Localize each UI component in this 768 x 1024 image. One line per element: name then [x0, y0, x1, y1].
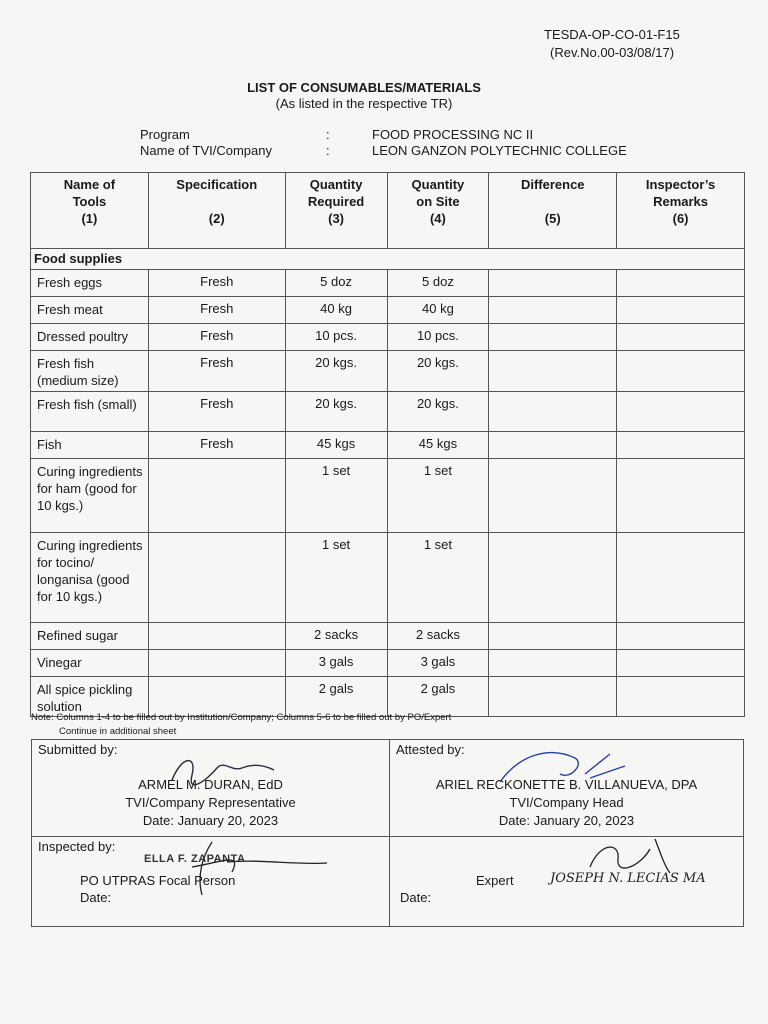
col-header-quantity-required: Quantity Required (3) — [285, 173, 387, 249]
tvi-value: LEON GANZON POLYTECHNIC COLLEGE — [372, 143, 627, 158]
document-subtitle: (As listed in the respective TR) — [275, 96, 453, 111]
item-name: Curing ingredients for ham (good for 10 kgs.) — [31, 459, 149, 533]
program-label: Program — [140, 127, 190, 142]
table-header-row — [31, 173, 745, 249]
signature-table — [31, 739, 744, 927]
program-row — [0, 127, 768, 144]
inspected-label: Inspected by: — [38, 839, 116, 854]
item-required: 1 set — [285, 459, 387, 533]
col-header-difference: Difference (5) — [489, 173, 617, 249]
item-difference — [489, 533, 617, 623]
item-difference — [489, 324, 617, 351]
form-code-number: TESDA-OP-CO-01-F15 — [544, 27, 680, 42]
attested-cell — [390, 740, 744, 837]
item-difference — [489, 351, 617, 392]
attested-role: TVI/Company Head — [509, 795, 624, 810]
program-colon: : — [326, 127, 330, 142]
item-name: Refined sugar — [31, 623, 149, 650]
item-name: Vinegar — [31, 650, 149, 677]
table-row — [31, 351, 745, 392]
item-name: Dressed poultry — [31, 324, 149, 351]
table-row — [31, 297, 745, 324]
item-difference — [489, 677, 617, 717]
item-onsite: 1 set — [387, 533, 489, 623]
item-spec — [148, 650, 285, 677]
col-header-name: Name of Tools (1) — [31, 173, 149, 249]
attested-name: ARIEL RECKONETTE B. VILLANUEVA, DPA — [435, 777, 698, 792]
item-remarks — [617, 351, 745, 392]
item-name: All spice pickling solution — [31, 677, 149, 717]
table-row — [31, 533, 745, 623]
item-remarks — [617, 623, 745, 650]
item-required: 2 sacks — [285, 623, 387, 650]
item-difference — [489, 650, 617, 677]
item-remarks — [617, 270, 745, 297]
item-required: 20 kgs. — [285, 351, 387, 392]
item-name: Fresh meat — [31, 297, 149, 324]
program-value: FOOD PROCESSING NC II — [372, 127, 534, 142]
inspector-signature — [172, 837, 332, 897]
table-row — [31, 623, 745, 650]
po-date: Date: — [80, 890, 112, 905]
item-difference — [489, 459, 617, 533]
item-onsite: 45 kgs — [387, 432, 489, 459]
item-name: Fresh fish (medium size) — [31, 351, 149, 392]
form-revision: (Rev.No.00-03/08/17) — [550, 45, 675, 60]
item-difference — [489, 432, 617, 459]
item-onsite: 20 kgs. — [387, 351, 489, 392]
item-spec — [148, 533, 285, 623]
submitted-date: Date: January 20, 2023 — [142, 813, 279, 828]
item-remarks — [617, 297, 745, 324]
item-onsite: 20 kgs. — [387, 392, 489, 432]
item-name: Fresh fish (small) — [31, 392, 149, 432]
expert-date: Date: — [400, 890, 432, 905]
table-row — [31, 459, 745, 533]
submitted-role: TVI/Company Representative — [125, 795, 296, 810]
item-remarks — [617, 432, 745, 459]
item-onsite: 3 gals — [387, 650, 489, 677]
item-difference — [489, 392, 617, 432]
item-difference — [489, 623, 617, 650]
note-line-1: Note: Columns 1-4 to be filled out by Institution/Company; Columns 5-6 to be filled out by PO/Expert — [31, 712, 452, 723]
consumables-table — [30, 172, 745, 717]
attested-date: Date: January 20, 2023 — [498, 813, 635, 828]
item-onsite: 10 pcs. — [387, 324, 489, 351]
submitted-label: Submitted by: — [38, 742, 118, 757]
item-onsite: 5 doz — [387, 270, 489, 297]
item-onsite: 1 set — [387, 459, 489, 533]
item-required: 20 kgs. — [285, 392, 387, 432]
form-code — [544, 26, 680, 62]
item-spec — [148, 459, 285, 533]
item-required: 10 pcs. — [285, 324, 387, 351]
item-spec: Fresh — [148, 351, 285, 392]
item-required: 1 set — [285, 533, 387, 623]
submitted-name: ARMEL M. DURAN, EdD — [138, 777, 283, 792]
item-onsite: 2 gals — [387, 677, 489, 717]
item-name: Fish — [31, 432, 149, 459]
item-spec: Fresh — [148, 432, 285, 459]
table-note — [31, 711, 451, 739]
category-label: Food supplies — [31, 249, 745, 270]
item-remarks — [617, 533, 745, 623]
item-onsite: 40 kg — [387, 297, 489, 324]
item-remarks — [617, 459, 745, 533]
item-difference — [489, 270, 617, 297]
table-row — [31, 324, 745, 351]
item-spec: Fresh — [148, 270, 285, 297]
table-row — [31, 270, 745, 297]
item-onsite: 2 sacks — [387, 623, 489, 650]
inspected-cell — [32, 837, 390, 927]
item-spec: Fresh — [148, 392, 285, 432]
item-remarks — [617, 677, 745, 717]
table-row — [31, 432, 745, 459]
item-name: Curing ingredients for tocino/ longanisa (good for 10 kgs.) — [31, 533, 149, 623]
item-required: 40 kg — [285, 297, 387, 324]
submitted-cell — [32, 740, 390, 837]
item-difference — [489, 297, 617, 324]
tvi-colon: : — [326, 143, 330, 158]
note-line-2: Continue in additional sheet — [59, 726, 177, 737]
tvi-row — [0, 143, 768, 160]
item-name: Fresh eggs — [31, 270, 149, 297]
tvi-label: Name of TVI/Company — [140, 143, 272, 158]
item-remarks — [617, 324, 745, 351]
item-required: 5 doz — [285, 270, 387, 297]
col-header-quantity-onsite: Quantity on Site (4) — [387, 173, 489, 249]
item-spec — [148, 623, 285, 650]
expert-label: Expert — [476, 873, 514, 888]
table-row — [31, 392, 745, 432]
inspector-stamp: ELLA F. ZAPANTA — [144, 853, 246, 865]
col-header-remarks: Inspector’s Remarks (6) — [617, 173, 745, 249]
table-row — [31, 650, 745, 677]
item-spec: Fresh — [148, 297, 285, 324]
item-required: 3 gals — [285, 650, 387, 677]
expert-cell — [390, 837, 744, 927]
expert-signature-text: JOSEPH N. LECIAS MA — [550, 871, 706, 886]
item-required: 2 gals — [285, 677, 387, 717]
attested-label: Attested by: — [396, 742, 465, 757]
item-remarks — [617, 392, 745, 432]
item-required: 45 kgs — [285, 432, 387, 459]
item-spec: Fresh — [148, 324, 285, 351]
item-remarks — [617, 650, 745, 677]
po-role: PO UTPRAS Focal Person — [80, 873, 236, 888]
col-header-specification: Specification (2) — [148, 173, 285, 249]
category-row — [31, 249, 745, 270]
document-title: LIST OF CONSUMABLES/MATERIALS — [247, 80, 481, 95]
